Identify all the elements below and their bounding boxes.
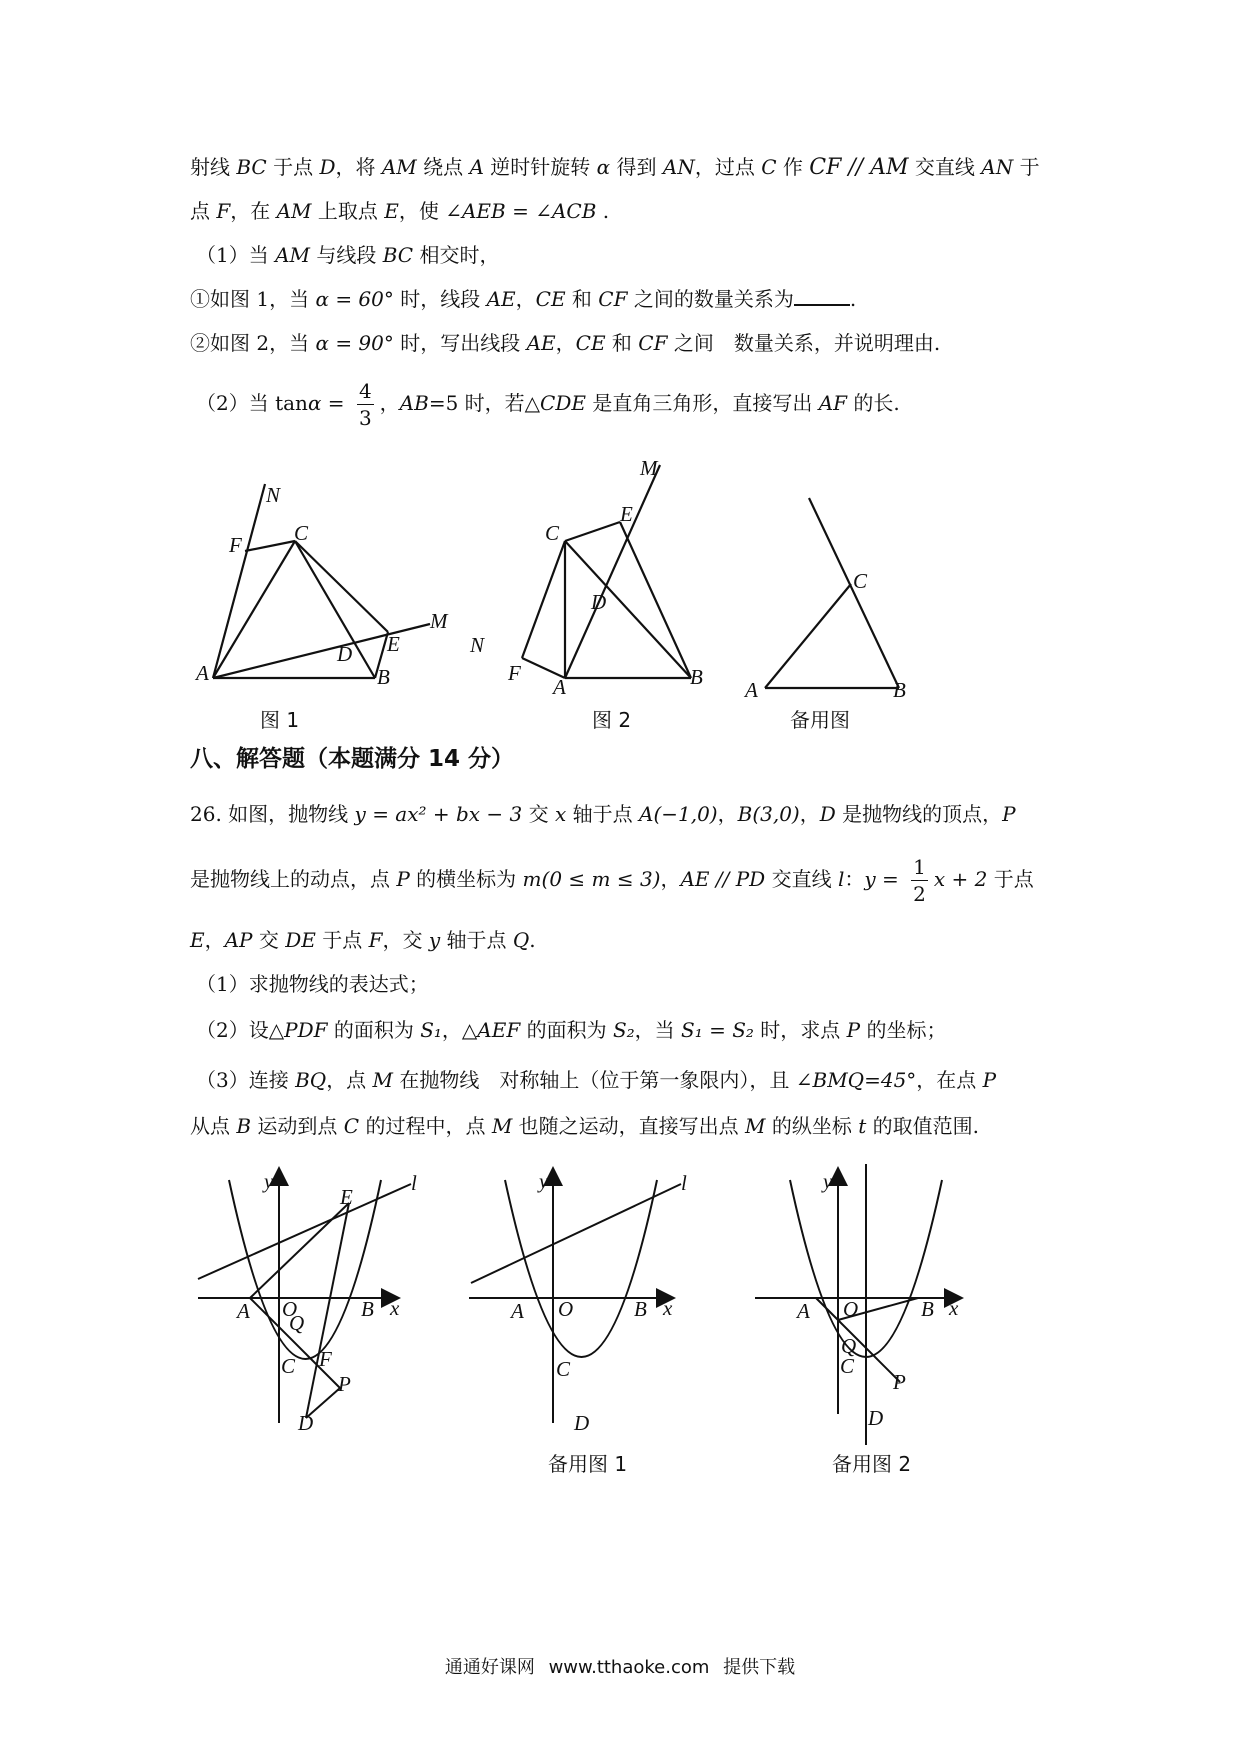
text: 于点: [987, 867, 1034, 891]
text: 之间 数量关系，并说明理由.: [667, 331, 941, 355]
text: AE // PD: [680, 867, 766, 891]
text: y = ax² + bx − 3: [354, 802, 523, 826]
text: 交: [252, 928, 286, 952]
text: 轴于点: [566, 802, 639, 826]
text: Q: [512, 928, 530, 952]
text: AM: [381, 155, 417, 179]
text: AN: [662, 155, 695, 179]
text: ，: [204, 928, 225, 952]
label-C: C: [294, 521, 309, 545]
label-Q: Q: [289, 1311, 305, 1335]
text: P: [982, 1068, 997, 1092]
footer-url[interactable]: www.tthaoke.com: [548, 1657, 710, 1678]
label-B: B: [921, 1297, 934, 1321]
label-M: M: [430, 609, 448, 633]
text: CF: [638, 331, 668, 355]
text: （2）当 tan: [196, 391, 308, 415]
label-D: D: [591, 590, 607, 614]
footer-site: 通通好课网: [444, 1657, 535, 1678]
segment-AE: [250, 1203, 349, 1298]
text: S₂: [612, 1018, 635, 1042]
text: AM: [276, 199, 312, 223]
graph2-caption: 备用图 1: [548, 1452, 628, 1476]
text: 作: [776, 155, 810, 179]
text: △AEF: [461, 1018, 521, 1042]
text: AP: [224, 928, 253, 952]
text: x: [555, 802, 567, 826]
label-x: x: [663, 1296, 673, 1320]
text: CDE: [540, 391, 586, 415]
text: B(3,0): [737, 802, 800, 826]
text: 于点: [266, 155, 320, 179]
text: S₁: [420, 1018, 442, 1042]
footer-note: 提供下载: [723, 1657, 796, 1678]
label-l: l: [681, 1171, 687, 1195]
text: 交直线: [765, 867, 838, 891]
text: ，: [379, 391, 400, 415]
segment-AQ: [816, 1298, 838, 1320]
text: （3）连接: [196, 1068, 296, 1092]
section-title: 八、解答题（本题满分 14 分）: [190, 746, 515, 772]
text: AN: [981, 155, 1014, 179]
page-footer: [0, 1653, 1240, 1679]
text: ，: [660, 867, 681, 891]
text: 的面积为: [520, 1018, 613, 1042]
text: ，点: [326, 1068, 373, 1092]
text: AE: [526, 331, 556, 355]
label-C: C: [556, 1357, 571, 1381]
text: F: [368, 928, 383, 952]
label-A: A: [196, 661, 209, 685]
text: 26. 如图，抛物线: [190, 802, 355, 826]
text: ，在点: [916, 1068, 983, 1092]
text: .: [596, 199, 610, 223]
fraction-denominator: 2: [913, 882, 926, 906]
text: B: [236, 1114, 252, 1138]
text: y: [428, 928, 441, 952]
text: ，在: [230, 199, 277, 223]
text: S₁ = S₂: [681, 1018, 754, 1042]
label-N: N: [470, 633, 485, 657]
text: ，: [717, 802, 738, 826]
text: BC: [382, 243, 414, 267]
text: 交: [522, 802, 555, 826]
text: M: [372, 1068, 394, 1092]
text: ，: [441, 1018, 462, 1042]
label-A: A: [237, 1299, 250, 1323]
label-D: D: [337, 642, 353, 666]
text: 点: [190, 199, 217, 223]
label-C: C: [840, 1354, 855, 1378]
text: （1）当: [196, 243, 276, 267]
text: AM: [275, 243, 311, 267]
text: α: [596, 155, 611, 179]
text: 时，求点: [753, 1018, 847, 1042]
text: D: [319, 155, 336, 179]
label-D: D: [868, 1406, 884, 1430]
text: 上取点: [311, 199, 385, 223]
label-F: F: [229, 533, 242, 557]
graph3-labels: [795, 1169, 959, 1430]
label-B: B: [361, 1297, 374, 1321]
label-A: A: [797, 1299, 810, 1323]
fraction-denominator: 3: [358, 406, 372, 430]
text: =5 时，若△: [428, 391, 541, 415]
label-B: B: [634, 1297, 647, 1321]
text: C: [343, 1114, 360, 1138]
text: 相交时，: [413, 243, 500, 267]
text: 的纵坐标: [765, 1114, 859, 1138]
text: 轴于点: [440, 928, 513, 952]
label-C: C: [853, 569, 868, 593]
text: （2）设: [196, 1018, 269, 1042]
text: ，: [799, 802, 820, 826]
text: P: [396, 867, 410, 891]
text: 也随之运动，直接写出点: [512, 1114, 746, 1138]
text: 在抛物线 对称轴上（位于第一象限内），且: [393, 1068, 796, 1092]
text: 的横坐标为: [409, 867, 523, 891]
label-A: A: [553, 675, 566, 699]
graph3-caption: 备用图 2: [832, 1452, 912, 1476]
text: 之间的数量关系为: [627, 287, 794, 311]
label-B: B: [893, 678, 906, 702]
label-P: P: [893, 1370, 906, 1394]
label-F: F: [508, 661, 521, 685]
text: CF: [598, 287, 628, 311]
text: α = 60°: [315, 287, 394, 311]
label-D: D: [574, 1411, 590, 1435]
label-C: C: [281, 1354, 296, 1378]
label-O: O: [282, 1297, 298, 1321]
text: △PDF: [268, 1018, 328, 1042]
text: 于点: [315, 928, 369, 952]
text: ，交: [382, 928, 429, 952]
problem26-sub1: （1）求抛物线的表达式；: [196, 972, 429, 996]
text: 绕点: [416, 155, 470, 179]
text: 和: [565, 287, 599, 311]
text: ，将: [335, 155, 382, 179]
text: .: [529, 928, 536, 952]
text: 从点: [190, 1114, 237, 1138]
text: 运动到点: [251, 1114, 344, 1138]
text: 的坐标；: [860, 1018, 947, 1042]
text: 的过程中，点: [359, 1114, 492, 1138]
text: CF // AM: [809, 155, 909, 180]
text: M: [491, 1114, 513, 1138]
text: E: [384, 199, 399, 223]
text: A(−1,0): [639, 802, 718, 826]
text: ，: [555, 331, 576, 355]
text: 于: [1013, 155, 1040, 179]
text: F: [216, 199, 231, 223]
text: 是抛物线上的动点，点: [190, 867, 397, 891]
label-O: O: [843, 1297, 859, 1321]
text: CE: [535, 287, 566, 311]
text: ：: [844, 867, 865, 891]
label-y: y: [823, 1169, 833, 1193]
text: A: [469, 155, 484, 179]
label-y: y: [539, 1169, 549, 1193]
text: ，过点: [694, 155, 762, 179]
label-E: E: [387, 632, 400, 656]
text: x + 2: [933, 867, 988, 891]
text: AB: [399, 391, 429, 415]
label-Q: Q: [841, 1334, 857, 1358]
text: ①如图 1，当: [190, 287, 316, 311]
label-l: l: [411, 1171, 417, 1195]
text: C: [761, 155, 777, 179]
text: ，使: [398, 199, 446, 223]
label-M: M: [640, 456, 658, 480]
figure3-caption: 备用图: [790, 708, 850, 732]
text: .: [849, 287, 857, 311]
text: CE: [575, 331, 606, 355]
text: 是直角三角形，直接写出: [585, 391, 819, 415]
text: 的取值范围.: [866, 1114, 979, 1138]
label-x: x: [949, 1296, 959, 1320]
label-N: N: [266, 483, 281, 507]
text: DE: [285, 928, 316, 952]
text: α: [307, 391, 322, 415]
graph1: [198, 1170, 411, 1423]
text: 时，线段: [393, 287, 487, 311]
label-F: F: [319, 1347, 332, 1371]
label-C: C: [545, 521, 560, 545]
text: t: [858, 1114, 867, 1138]
label-A: A: [745, 678, 758, 702]
text: D: [819, 802, 836, 826]
text: M: [745, 1114, 766, 1138]
graph2: [469, 1170, 681, 1423]
label-B: B: [377, 665, 390, 689]
text: AF: [818, 391, 848, 415]
text: 得到: [610, 155, 663, 179]
text: BQ: [295, 1068, 327, 1092]
label-P: P: [338, 1372, 351, 1396]
text: P: [1002, 802, 1016, 826]
label-y: y: [264, 1169, 274, 1193]
label-O: O: [558, 1297, 574, 1321]
text: y =: [864, 867, 906, 891]
text: =: [321, 391, 351, 415]
text: BC: [236, 155, 267, 179]
graph2-labels: [509, 1169, 687, 1435]
text: m(0 ≤ m ≤ 3): [522, 867, 661, 891]
label-E: E: [340, 1185, 353, 1209]
text: 逆时针旋转: [483, 155, 597, 179]
text: 交直线: [908, 155, 982, 179]
figure1-caption: 图 1: [260, 708, 300, 732]
text: 和: [605, 331, 639, 355]
text: α = 90°: [315, 331, 394, 355]
text: ∠BMQ=45°: [795, 1068, 917, 1092]
text: 是抛物线的顶点，: [835, 802, 1003, 826]
text: ②如图 2，当: [190, 331, 316, 355]
text: l: [837, 867, 845, 891]
text: E: [190, 928, 205, 952]
text: ，当: [634, 1018, 682, 1042]
text: ∠AEB = ∠ACB: [445, 199, 597, 223]
text: ，: [515, 287, 536, 311]
text: AE: [486, 287, 516, 311]
label-A: A: [511, 1299, 524, 1323]
label-D: D: [298, 1411, 314, 1435]
label-x: x: [390, 1296, 400, 1320]
fraction-numerator: 4: [358, 379, 372, 403]
label-E: E: [620, 502, 633, 526]
fraction-numerator: 1: [913, 855, 926, 879]
line-l: [471, 1184, 681, 1283]
text: 射线: [190, 155, 237, 179]
label-B: B: [690, 665, 703, 689]
figure2-caption: 图 2: [592, 708, 632, 732]
text: 的面积为: [327, 1018, 421, 1042]
text: 时，写出线段: [393, 331, 527, 355]
text: P: [846, 1018, 861, 1042]
line-l: [198, 1184, 411, 1279]
text: 与线段: [310, 243, 383, 267]
text: 的长.: [847, 391, 900, 415]
